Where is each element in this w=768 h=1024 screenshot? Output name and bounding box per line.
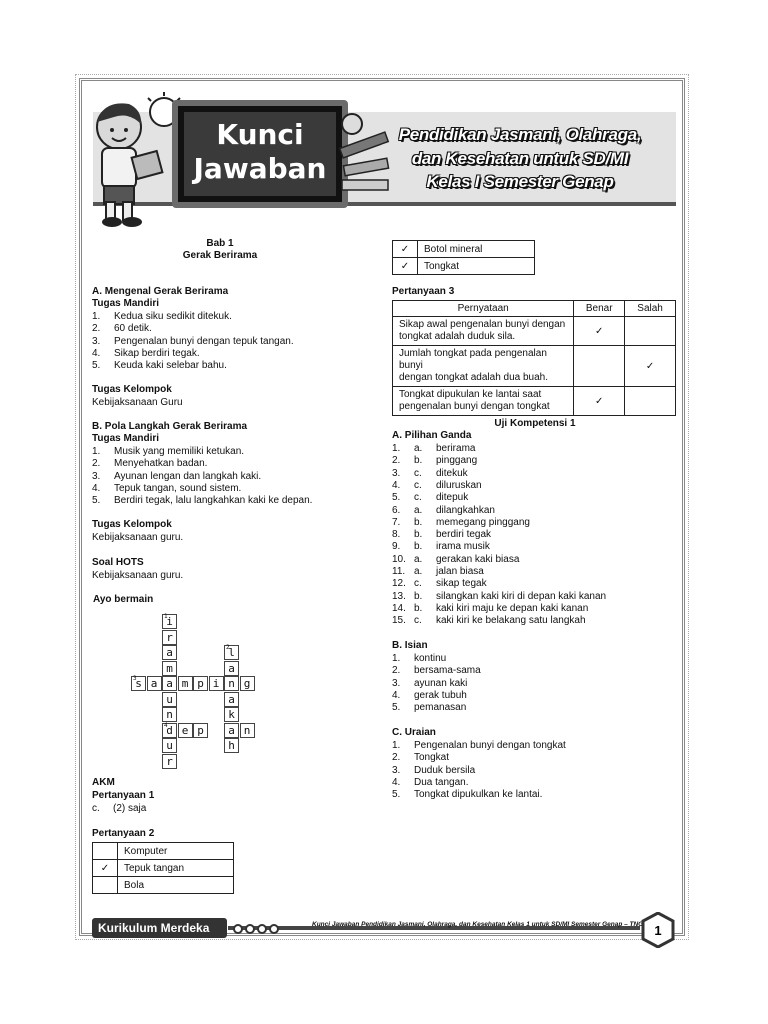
crossword-cell [162, 738, 177, 753]
board-title-line2: Jawaban [193, 152, 327, 185]
isian-item-text: bersama-sama [414, 665, 481, 677]
section-a-title: A. Mengenal Gerak Berirama [92, 286, 229, 297]
crossword-letter: a [228, 692, 235, 706]
section-a-item-text: Keuda kaki selebar bahu. [114, 360, 227, 372]
isian-item-number: 2. [392, 665, 401, 677]
crossword-cell [240, 723, 255, 738]
crossword-cell [224, 661, 239, 676]
isian-title: B. Isian [392, 640, 428, 651]
salah-checkmark-icon: ✓ [625, 346, 676, 387]
hots-title: Soal HOTS [92, 557, 144, 568]
crossword-cell [224, 707, 239, 722]
crossword-cell [209, 676, 224, 691]
pg-item-option: c. [414, 578, 422, 590]
pertanyaan2-row [93, 860, 234, 877]
pg-item-option: c. [414, 492, 422, 504]
pg-item-number: 2. [392, 455, 401, 467]
section-b-item-number: 1. [92, 446, 101, 457]
crossword-letter: a [228, 661, 235, 675]
crossword-cell [162, 676, 177, 691]
uraian-item-text: Tongkat dipukulkan ke lantai. [414, 789, 543, 801]
kurikulum-badge: Kurikulum Merdeka [92, 918, 227, 938]
pertanyaan2-label: Tepuk tangan [118, 860, 234, 877]
pg-item-number: 1. [392, 443, 401, 454]
section-b-item-text: Berdiri tegak, lalu langkahkan kaki ke depan. [114, 495, 313, 507]
crossword-clue-number: 2 [226, 644, 230, 651]
crossword-cell [224, 723, 239, 738]
crossword-letter: d [166, 723, 173, 737]
page-number-badge [640, 912, 676, 948]
pg-item-answer: ditekuk [436, 467, 468, 479]
uraian-item-number: 1. [392, 740, 401, 751]
pg-item-answer: diluruskan [436, 479, 482, 491]
section-b-item-number: 2. [92, 458, 101, 470]
uji-kompetensi-title: Uji Kompetensi 1 [494, 418, 576, 429]
statement-cell [393, 317, 574, 346]
crossword-cell [147, 676, 162, 691]
chalkboard [172, 100, 348, 208]
crossword-letter: n [243, 723, 251, 737]
section-b-item-text: Tepuk tangan, sound sistem. [114, 482, 242, 494]
crossword-cell [162, 614, 177, 629]
isian-item-text: ayunan kaki [414, 677, 468, 689]
pg-item-number: 9. [392, 541, 401, 553]
pg-item-option: a. [414, 566, 423, 577]
book-title-line3: Kelas I Semester Genap [426, 172, 614, 191]
crossword-clue-number: 4 [164, 721, 168, 729]
top-check-label: Botol mineral [418, 241, 535, 258]
pertanyaan2-label: Komputer [118, 843, 234, 860]
crossword-letter: l [228, 646, 235, 659]
pg-item-number: 15. [392, 615, 406, 627]
crossword-letter: g [243, 677, 251, 690]
section-a-kelompok-title: Tugas Kelompok [92, 384, 172, 395]
pg-item-option: c. [414, 615, 422, 627]
statement-line2: pengenalan bunyi dengan tongkat [399, 401, 550, 412]
statement-line2: tongkat adalah duduk sila. [399, 331, 516, 342]
crossword-letter: m [181, 677, 189, 690]
crossword-letter: a [166, 677, 173, 690]
checkmark-icon: ✓ [93, 860, 118, 877]
isian-item-number: 5. [392, 702, 401, 714]
section-a-item-number: 5. [92, 360, 101, 372]
pg-item-answer: silangkan kaki kiri di depan kaki kanan [436, 590, 607, 602]
top-check-row [393, 241, 535, 258]
section-a-item-text: Pengenalan bunyi dengan tepuk tangan. [114, 335, 294, 347]
pertanyaan3-row [393, 387, 676, 416]
statement-line1: Sikap awal pengenalan bunyi dengan [399, 319, 566, 330]
crossword-letter: r [166, 630, 173, 644]
ayo-bermain-title: Ayo bermain [93, 594, 154, 605]
statement-line2: dengan tongkat adalah dua buah. [399, 372, 549, 383]
page-number: 1 [654, 923, 662, 938]
crossword-cell [162, 723, 177, 738]
section-a-item-text: Sikap berdiri tegak. [114, 347, 200, 359]
pertanyaan2-label: Bola [118, 877, 234, 894]
checkmark-icon [93, 843, 118, 860]
section-b-item-number: 4. [92, 482, 101, 494]
crossword-cell [162, 661, 177, 676]
pg-item-option: b. [414, 455, 423, 467]
uraian-item-number: 2. [392, 752, 401, 764]
section-b-item-text: Menyehatkan badan. [114, 458, 208, 470]
statement-line1: Tongkat dipukulan ke lantai saat [399, 389, 542, 400]
pg-item-number: 11. [392, 566, 406, 577]
crossword-cell [162, 645, 177, 660]
section-b-tugas: Tugas Mandiri [92, 433, 160, 444]
crossword-letter: e [181, 723, 189, 737]
salah-checkmark-icon [625, 387, 676, 416]
crossword-cell [193, 723, 208, 738]
pg-item-number: 13. [392, 590, 406, 602]
uraian-item-number: 5. [392, 789, 401, 801]
crossword-letter: n [166, 708, 173, 721]
crossword-cell [224, 738, 239, 753]
crossword-letter: a [150, 677, 158, 690]
pg-item-number: 10. [392, 553, 406, 565]
top-check-row [393, 258, 535, 275]
pertanyaan2-table [92, 842, 234, 894]
pg-item-answer: pinggang [436, 455, 478, 467]
uraian-item-text: Pengenalan bunyi dengan tongkat [414, 740, 566, 751]
pg-item-option: c. [414, 479, 422, 491]
pg-item-answer: kaki kiri ke belakang satu langkah [436, 615, 586, 627]
crossword-cell [162, 754, 177, 769]
section-a-item-text: Kedua siku sedikit ditekuk. [114, 311, 232, 322]
crossword-letter: h [228, 739, 235, 752]
isian-item-number: 1. [392, 653, 401, 664]
pg-item-number: 8. [392, 529, 401, 541]
board-title-line1: Kunci [216, 118, 304, 151]
pg-item-number: 4. [392, 479, 401, 491]
pg-item-option: a. [414, 443, 423, 454]
benar-checkmark-icon [574, 346, 625, 387]
pg-item-option: b. [414, 602, 423, 614]
crossword-letter: a [228, 723, 235, 737]
statement-line1: Jumlah tongkat pada pengenalan bunyi [399, 348, 547, 371]
crossword-cell [178, 723, 193, 738]
pertanyaan3-table [392, 300, 676, 416]
crossword-letter: i [212, 677, 220, 690]
pertanyaan3-title: Pertanyaan 3 [392, 286, 455, 297]
checkmark-icon: ✓ [393, 258, 418, 275]
crossword-letter: i [166, 615, 173, 628]
crossword-letter: p [197, 677, 204, 690]
crossword-letter: r [166, 754, 173, 768]
checkmark-icon: ✓ [393, 241, 418, 258]
section-a-item-number: 2. [92, 323, 101, 335]
section-a-item-text: 60 detik. [114, 323, 152, 335]
p3-head-salah: Salah [625, 301, 676, 317]
footer-text: Kunci Jawaban Pendidikan Jasmani, Olahraga, dan Kesehatan Kelas 1 untuk SD/MI Semester Genap – TNG [312, 921, 644, 928]
pg-item-option: a. [414, 504, 423, 516]
pg-item-answer: gerakan kaki biasa [436, 553, 520, 565]
top-check-label: Tongkat [418, 258, 535, 275]
pg-item-option: c. [414, 467, 422, 479]
book-title-line2: dan Kesehatan untuk SD/MI [411, 149, 629, 168]
pilihan-ganda-title: A. Pilihan Ganda [392, 430, 472, 441]
crossword-cell [224, 645, 239, 660]
pertanyaan1-answer: (2) saja [113, 803, 147, 814]
pg-item-number: 7. [392, 516, 401, 528]
crossword-cell [240, 676, 255, 691]
crossword-letter: n [228, 677, 235, 690]
akm-title: AKM [92, 777, 115, 788]
uraian-item-text: Duduk bersila [414, 764, 476, 776]
top-check-table [392, 240, 535, 275]
pg-item-option: b. [414, 529, 423, 541]
isian-item-text: gerak tubuh [414, 689, 467, 701]
crossword-cell [162, 630, 177, 645]
crossword-cell [193, 676, 208, 691]
pertanyaan1-title: Pertanyaan 1 [92, 790, 155, 801]
chapter-title: Gerak Berirama [182, 250, 258, 261]
isian-item-number: 4. [392, 689, 401, 701]
crossword-letter: p [197, 723, 204, 737]
pg-item-number: 3. [392, 467, 401, 479]
isian-item-number: 3. [392, 677, 401, 689]
section-a-item-number: 1. [92, 311, 101, 322]
isian-item-text: kontinu [414, 653, 447, 664]
pg-item-option: b. [414, 590, 423, 602]
section-b-kelompok-title: Tugas Kelompok [92, 519, 172, 530]
section-b-item-number: 3. [92, 470, 101, 482]
crossword-cell [131, 676, 146, 691]
uraian-title: C. Uraian [392, 727, 436, 738]
crossword-letter: u [166, 739, 173, 752]
pertanyaan1-option: c. [92, 803, 100, 814]
crossword-letter: a [166, 646, 173, 659]
pertanyaan2-title: Pertanyaan 2 [92, 828, 155, 839]
pg-item-number: 12. [392, 578, 406, 590]
pg-item-answer: berdiri tegak [436, 529, 492, 541]
uraian-item-text: Tongkat [414, 752, 450, 764]
crossword-letter: u [166, 692, 173, 706]
section-a-item-number: 3. [92, 335, 101, 347]
crossword-cell [224, 692, 239, 707]
crossword-clue-number: 1 [164, 613, 168, 620]
p3-head-benar: Benar [574, 301, 625, 317]
hots-text: Kebijaksanaan guru. [92, 570, 184, 581]
section-a-kelompok-text: Kebijaksanaan Guru [92, 397, 183, 408]
statement-cell [393, 387, 574, 416]
pg-item-answer: sikap tegak [436, 578, 487, 590]
pg-item-answer: memegang pinggang [436, 516, 530, 528]
pg-item-answer: berirama [436, 443, 476, 454]
benar-checkmark-icon: ✓ [574, 317, 625, 346]
section-b-item-text: Ayunan lengan dan langkah kaki. [114, 470, 262, 482]
crossword-cell [162, 707, 177, 722]
p3-head-pernyataan: Pernyataan [393, 301, 574, 317]
statement-cell [393, 346, 574, 387]
pg-item-option: b. [414, 516, 423, 528]
isian-item-text: pemanasan [414, 702, 467, 714]
pertanyaan3-row [393, 317, 676, 346]
pg-item-answer: irama musik [436, 541, 490, 553]
pg-item-option: b. [414, 541, 423, 553]
pg-item-number: 5. [392, 492, 401, 504]
chapter-number: Bab 1 [206, 238, 234, 249]
section-b-item-text: Musik yang memiliki ketukan. [114, 446, 245, 457]
pg-item-answer: dilangkahkan [436, 504, 495, 516]
section-b-title: B. Pola Langkah Gerak Berirama [92, 421, 248, 432]
crossword-cell [224, 676, 239, 691]
pertanyaan2-row [93, 877, 234, 894]
crossword-letter: s [135, 677, 142, 690]
pertanyaan2-row [93, 843, 234, 860]
checkmark-icon [93, 877, 118, 894]
uraian-item-text: Dua tangan. [414, 776, 469, 788]
section-b-item-number: 5. [92, 495, 101, 507]
crossword-letter: k [228, 708, 235, 721]
crossword-clue-number: 3 [133, 675, 137, 682]
section-b-kelompok-text: Kebijaksanaan guru. [92, 532, 184, 543]
book-title-line1: Pendidikan Jasmani, Olahraga, [398, 125, 642, 144]
crossword-cell [162, 692, 177, 707]
pg-item-answer: jalan biasa [436, 566, 484, 577]
crossword-cell [178, 676, 193, 691]
pg-item-number: 14. [392, 602, 406, 614]
section-a-tugas: Tugas Mandiri [92, 298, 160, 309]
pg-item-option: a. [414, 553, 423, 565]
section-a-item-number: 4. [92, 347, 101, 359]
pg-item-answer: ditepuk [436, 492, 469, 504]
salah-checkmark-icon [625, 317, 676, 346]
crossword-letter: m [166, 661, 173, 675]
uraian-item-number: 3. [392, 764, 401, 776]
pg-item-number: 6. [392, 504, 401, 516]
benar-checkmark-icon: ✓ [574, 387, 625, 416]
uraian-item-number: 4. [392, 776, 401, 788]
footer-dots-icon [232, 922, 292, 936]
pg-item-answer: kaki kiri maju ke depan kaki kanan [436, 602, 589, 614]
pertanyaan3-row [393, 346, 676, 387]
